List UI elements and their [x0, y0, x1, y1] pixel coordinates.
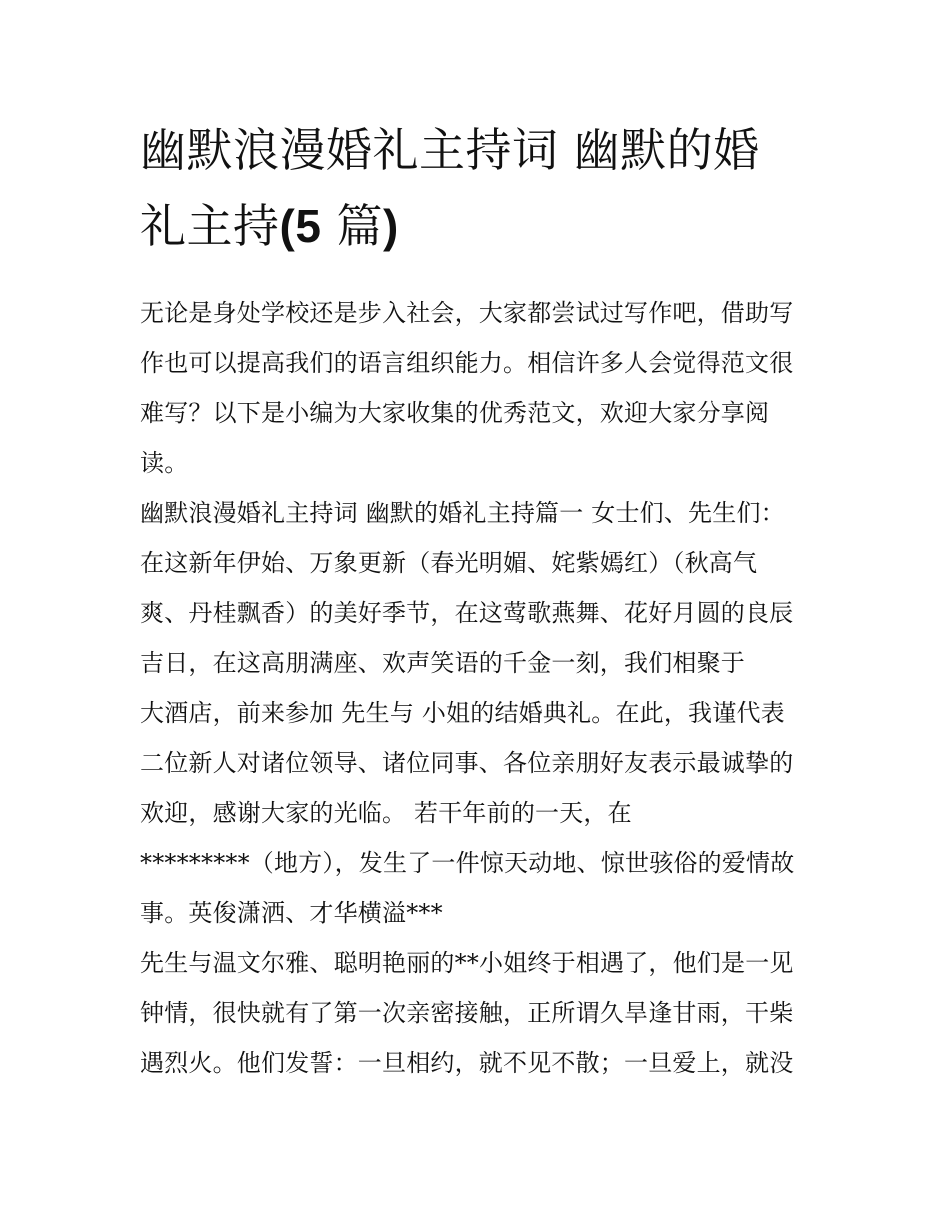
document-page: [140, 112, 815, 1088]
body-line: 读。: [140, 449, 189, 477]
title-line-1: 幽默浪漫婚礼主持词 幽默的婚: [140, 123, 760, 177]
body-line: 作也可以提高我们的语言组织能力。相信许多人会觉得范文很: [140, 349, 794, 377]
title-line-2-pre: 礼主持: [140, 199, 280, 253]
title-line-2-num: (5: [279, 200, 322, 252]
body-line: 吉日，在这高朋满座、欢声笑语的千金一刻，我们相聚于: [140, 649, 745, 677]
body-line: 钟情，很快就有了第一次亲密接触，正所谓久旱逢甘雨，干柴: [140, 999, 794, 1027]
body-line: 难写？以下是小编为大家收集的优秀范文，欢迎大家分享阅: [140, 399, 770, 427]
title-line-2-mid: 篇: [321, 199, 384, 253]
title-line-2-post: ): [383, 200, 399, 252]
body-line: 先生与温文尔雅、聪明艳丽的**小姐终于相遇了，他们是一见: [140, 949, 794, 977]
body-line: *********（地方），发生了一件惊天动地、惊世骇俗的爱情故: [140, 849, 795, 877]
body-line: 在这新年伊始、万象更新（春光明媚、姹紫嫣红）（秋高气: [140, 549, 758, 577]
body-line: 遇烈火。他们发誓：一旦相约，就不见不散；一旦爱上，就没: [140, 1049, 794, 1077]
body-line: 二位新人对诸位领导、诸位同事、各位亲朋好友表示最诚挚的: [140, 749, 794, 777]
body-line: 事。英俊潇洒、才华横溢***: [140, 899, 443, 927]
body-line: 爽、丹桂飘香）的美好季节，在这莺歌燕舞、花好月圆的良辰: [140, 599, 794, 627]
body-line: 幽默浪漫婚礼主持词 幽默的婚礼主持篇一 女士们、先生们：: [140, 499, 785, 527]
document-title: [140, 112, 815, 264]
body-line: 无论是身处学校还是步入社会，大家都尝试过写作吧，借助写: [140, 299, 794, 327]
body-line: 大酒店，前来参加 先生与 小姐的结婚典礼。在此，我谨代表: [140, 699, 785, 727]
document-body: [140, 288, 815, 1088]
body-line: 欢迎，感谢大家的光临。 若干年前的一天，在: [140, 799, 632, 827]
